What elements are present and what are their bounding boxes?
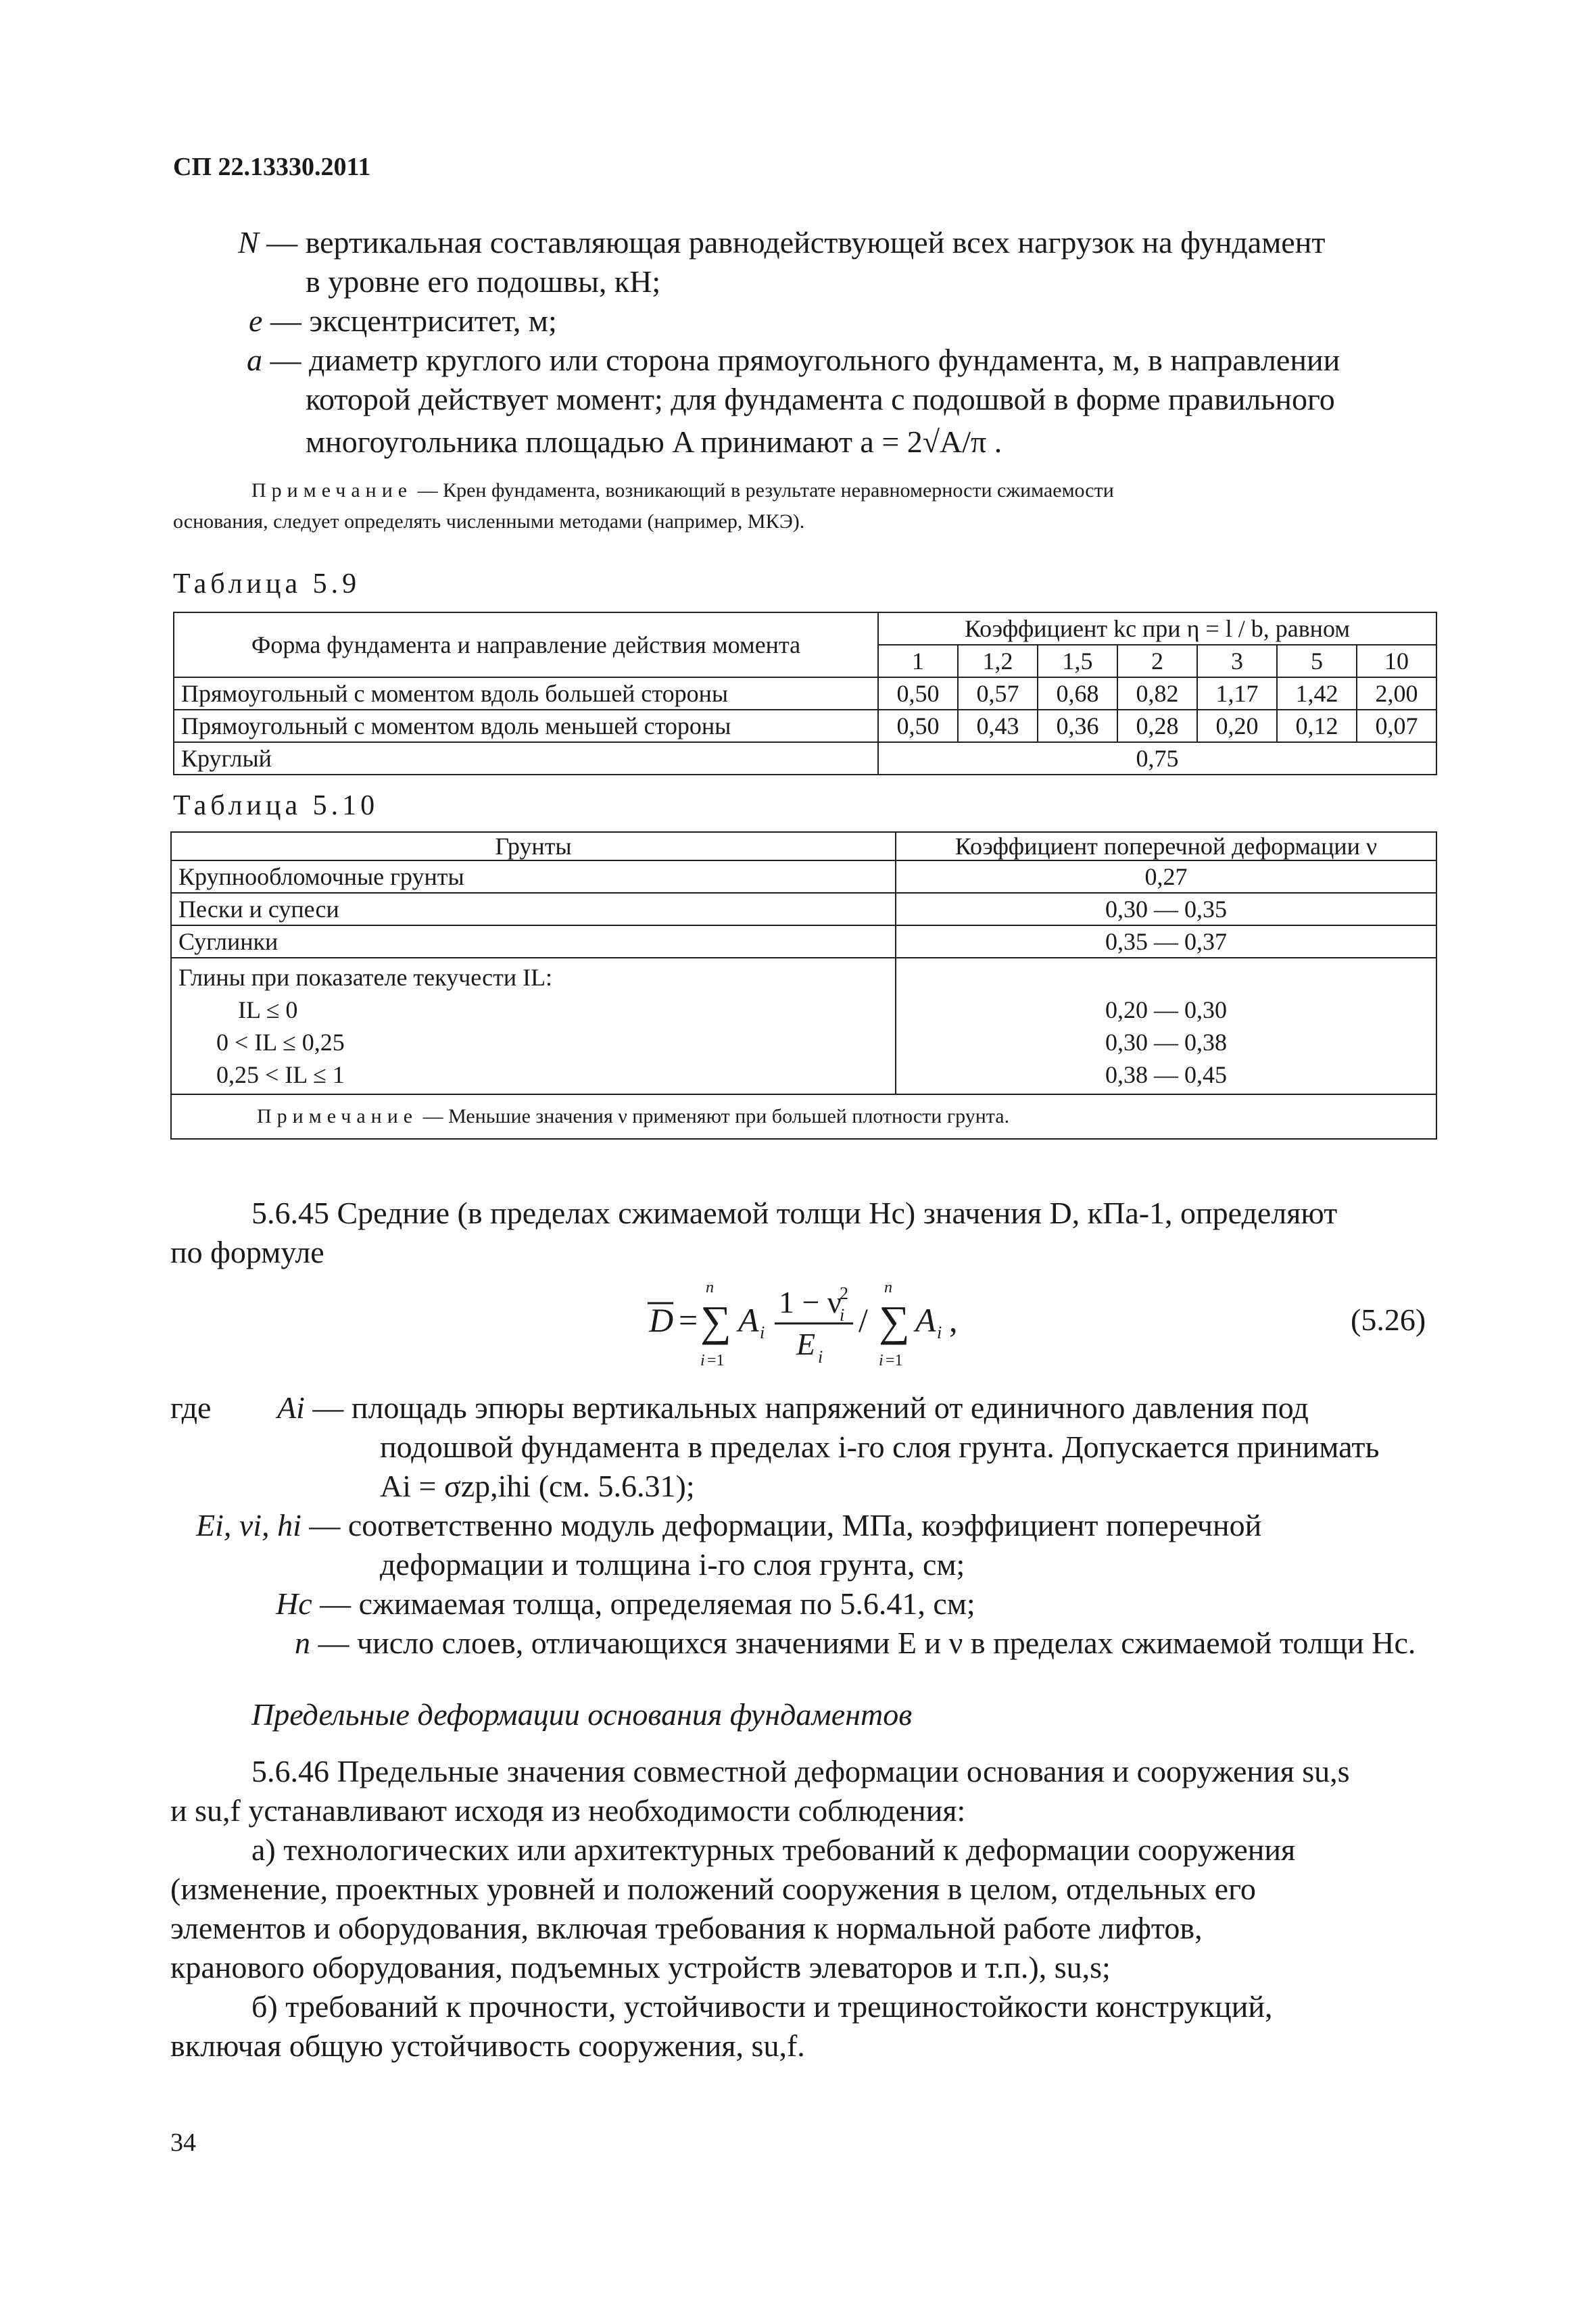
definition-text: — диаметр круглого или сторона прямоугольного фундамента, м, в направлении — [262, 343, 1340, 377]
svg-text:n: n — [706, 1279, 714, 1296]
table-cell: Суглинки — [171, 925, 896, 958]
table-row — [174, 742, 1436, 775]
svg-text:/: / — [859, 1301, 868, 1339]
svg-text:i: i — [818, 1347, 823, 1367]
table-cell: 2,00 — [1357, 677, 1436, 710]
definition-text: — соответственно модуль деформации, МПа, коэффициент поперечной — [301, 1508, 1262, 1542]
symbol: n — [295, 1626, 310, 1660]
table-cell: 0,57 — [958, 677, 1038, 710]
svg-text:1 − ν: 1 − ν — [779, 1285, 842, 1319]
definition-text: — сжимаемая толща, определяемая по 5.6.41, см; — [312, 1586, 975, 1621]
table-header-cell: 1 — [878, 645, 958, 677]
table-cell: 0,28 — [1117, 710, 1197, 742]
formula-5-26 — [635, 1271, 1014, 1379]
table-cell: 0,12 — [1277, 710, 1357, 742]
table-row — [174, 710, 1436, 742]
svg-text:∑: ∑ — [700, 1297, 731, 1345]
table-cell: 0,43 — [958, 710, 1038, 742]
svg-text:E: E — [796, 1327, 816, 1361]
clay-condition: 0 < IL ≤ 0,25 — [216, 1029, 345, 1056]
clay-value: 0,20 — 0,30 — [1105, 996, 1227, 1023]
svg-text:=1: =1 — [886, 1352, 903, 1369]
svg-text:i: i — [700, 1352, 705, 1369]
definition-a-cont2: многоугольника площадью A принимают a = 2√A/π . — [306, 424, 1002, 459]
definition-N — [238, 223, 1325, 262]
table-cell: 0,27 — [896, 860, 1436, 893]
svg-text:i: i — [840, 1305, 845, 1325]
table-cell: Прямоугольный с моментом вдоль меньшей стороны — [174, 710, 878, 742]
document-code: СП 22.13330.2011 — [173, 153, 371, 181]
definition-text: — число слоев, отличающихся значениями E и ν в пределах сжимаемой толщи Hс. — [310, 1626, 1416, 1660]
symbol: e — [249, 303, 263, 338]
table-row — [171, 1094, 1436, 1139]
svg-text:n: n — [884, 1279, 892, 1296]
svg-text:A: A — [738, 1301, 759, 1339]
table-header-cell: Коэффициент kс при η = l / b, равном — [878, 612, 1436, 645]
table-row — [171, 958, 1436, 1094]
table-cell: 0,68 — [1038, 677, 1117, 710]
definition-e — [249, 301, 557, 341]
svg-text:∑: ∑ — [879, 1297, 910, 1345]
table-cell: 0,07 — [1357, 710, 1436, 742]
table-cell: Круглый — [174, 742, 878, 775]
svg-text:i: i — [937, 1323, 942, 1342]
paragraph-5-6-46-line: элементов и оборудования, включая требования к нормальной работе лифтов, — [170, 1911, 1203, 1945]
table-header-cell: 2 — [1117, 645, 1197, 677]
table-row — [171, 893, 1436, 925]
table-header-cell: Коэффициент поперечной деформации ν — [896, 832, 1436, 860]
note-label: Примечание — [251, 479, 413, 502]
svg-text:=: = — [679, 1301, 698, 1339]
paragraph-5-6-46-line: включая общую устойчивость сооружения, su,f. — [170, 2028, 805, 2063]
note-text: — Меньшие значения ν применяют при большей плотности грунта. — [418, 1105, 1010, 1127]
where-word: где — [170, 1390, 212, 1425]
table-5-9 — [173, 612, 1437, 775]
table-header-cell: 3 — [1197, 645, 1277, 677]
clay-value: 0,38 — 0,45 — [1105, 1061, 1227, 1088]
symbol: Ei, νi, hi — [196, 1508, 301, 1542]
table-cell: 0,20 — [1197, 710, 1277, 742]
note-label: Примечание — [257, 1105, 418, 1127]
table-row — [171, 860, 1436, 893]
table-cell: Прямоугольный с моментом вдоль большей стороны — [174, 677, 878, 710]
section-title: Предельные деформации основания фундаментов — [251, 1697, 913, 1732]
table-header-cell: 1,5 — [1038, 645, 1117, 677]
definition-text: — площадь эпюры вертикальных напряжений от единичного давления под — [304, 1390, 1309, 1425]
table-cell: Крупнообломочные грунты — [171, 860, 896, 893]
definition-Ei-cont: деформации и толщина i-го слоя грунта, см; — [380, 1547, 965, 1582]
definition-Ai — [277, 1388, 1309, 1428]
svg-text:2: 2 — [840, 1284, 848, 1303]
svg-text:A: A — [915, 1301, 936, 1339]
svg-text:i: i — [879, 1352, 884, 1369]
symbol: Hc — [276, 1586, 312, 1621]
table-row — [174, 677, 1436, 710]
definition-Ai-cont1: подошвой фундамента в пределах i-го слоя грунта. Допускается принимать — [380, 1430, 1380, 1464]
table-cell: 0,35 — 0,37 — [896, 925, 1436, 958]
clay-label: Глины при показателе текучести IL: — [178, 964, 553, 991]
clay-condition: IL ≤ 0 — [238, 996, 298, 1023]
definition-Ai-cont2: Ai = σzp,ihi (см. 5.6.31); — [380, 1469, 695, 1503]
table-cell — [171, 958, 896, 1094]
table-cell: Пески и супеси — [171, 893, 896, 925]
definition-N-cont: в уровне его подошвы, кН; — [306, 264, 661, 299]
symbol: a — [247, 343, 262, 377]
table-5-10 — [170, 831, 1437, 1140]
symbol: Ai — [277, 1390, 305, 1425]
paragraph-5-6-46-line: б) требований к прочности, устойчивости и трещиностойкости конструкций, — [251, 1989, 1273, 2024]
definition-a-cont1: которой действует момент; для фундамента с подошвой в форме правильного — [306, 382, 1335, 416]
paragraph-5-6-46-line: 5.6.46 Предельные значения совместной деформации основания и сооружения su,s — [251, 1754, 1350, 1788]
table-5-10-caption: Таблица 5.10 — [173, 790, 379, 821]
table-cell: 0,50 — [878, 677, 958, 710]
note-1-line1 — [251, 477, 1114, 504]
table-cell: 0,36 — [1038, 710, 1117, 742]
definition-Hc — [276, 1584, 975, 1624]
symbol: N — [238, 225, 259, 260]
paragraph-5-6-45-line1: 5.6.45 Средние (в пределах сжимаемой толщи Hс) значения D, кПа-1, определяют — [251, 1196, 1338, 1230]
table-header-cell: Форма фундамента и направление действия момента — [174, 612, 878, 677]
svg-text:=1: =1 — [707, 1352, 725, 1369]
note-1-line2: основания, следует определять численными методами (например, МКЭ). — [173, 510, 805, 533]
table-cell: 0,30 — 0,35 — [896, 893, 1436, 925]
table-5-9-caption: Таблица 5.9 — [173, 568, 361, 600]
formula-number: (5.26) — [1351, 1302, 1426, 1337]
table-cell: 1,42 — [1277, 677, 1357, 710]
definition-text: — эксцентриситет, м; — [262, 303, 557, 338]
note-text: — Крен фундамента, возникающий в результате неравномерности сжимаемости — [412, 479, 1114, 502]
table-cell: 1,17 — [1197, 677, 1277, 710]
table-row — [171, 925, 1436, 958]
page-number: 34 — [170, 2128, 196, 2157]
paragraph-5-6-46-line: а) технологических или архитектурных требований к деформации сооружения — [251, 1832, 1296, 1867]
paragraph-5-6-45-line2: по формуле — [170, 1235, 324, 1269]
table-row — [174, 612, 1436, 645]
table-note — [171, 1094, 1436, 1139]
definition-Ei — [196, 1506, 1261, 1545]
table-header-cell: Грунты — [171, 832, 896, 860]
table-header-cell: 5 — [1277, 645, 1357, 677]
definition-a — [247, 341, 1340, 380]
paragraph-5-6-46-line: (изменение, проектных уровней и положений сооружения в целом, отдельных его — [170, 1872, 1256, 1906]
svg-text:D: D — [649, 1301, 674, 1339]
paragraph-5-6-46-line: кранового оборудования, подъемных устройств элеваторов и т.п.), su,s; — [170, 1950, 1111, 1984]
table-cell: 0,50 — [878, 710, 958, 742]
paragraph-5-6-46-line: и su,f устанавливают исходя из необходимости соблюдения: — [170, 1793, 966, 1828]
definition-n — [295, 1624, 1416, 1663]
definition-text: — вертикальная составляющая равнодействующей всех нагрузок на фундамент — [258, 225, 1326, 260]
table-header-cell: 10 — [1357, 645, 1436, 677]
clay-value: 0,30 — 0,38 — [1105, 1029, 1227, 1056]
clay-condition: 0,25 < IL ≤ 1 — [216, 1061, 345, 1088]
table-cell: 0,75 — [878, 742, 1436, 775]
svg-text:,: , — [949, 1301, 958, 1339]
table-row — [171, 832, 1436, 860]
table-cell — [896, 958, 1436, 1094]
table-cell: 0,82 — [1117, 677, 1197, 710]
table-header-cell: 1,2 — [958, 645, 1038, 677]
svg-text:i: i — [760, 1323, 765, 1342]
